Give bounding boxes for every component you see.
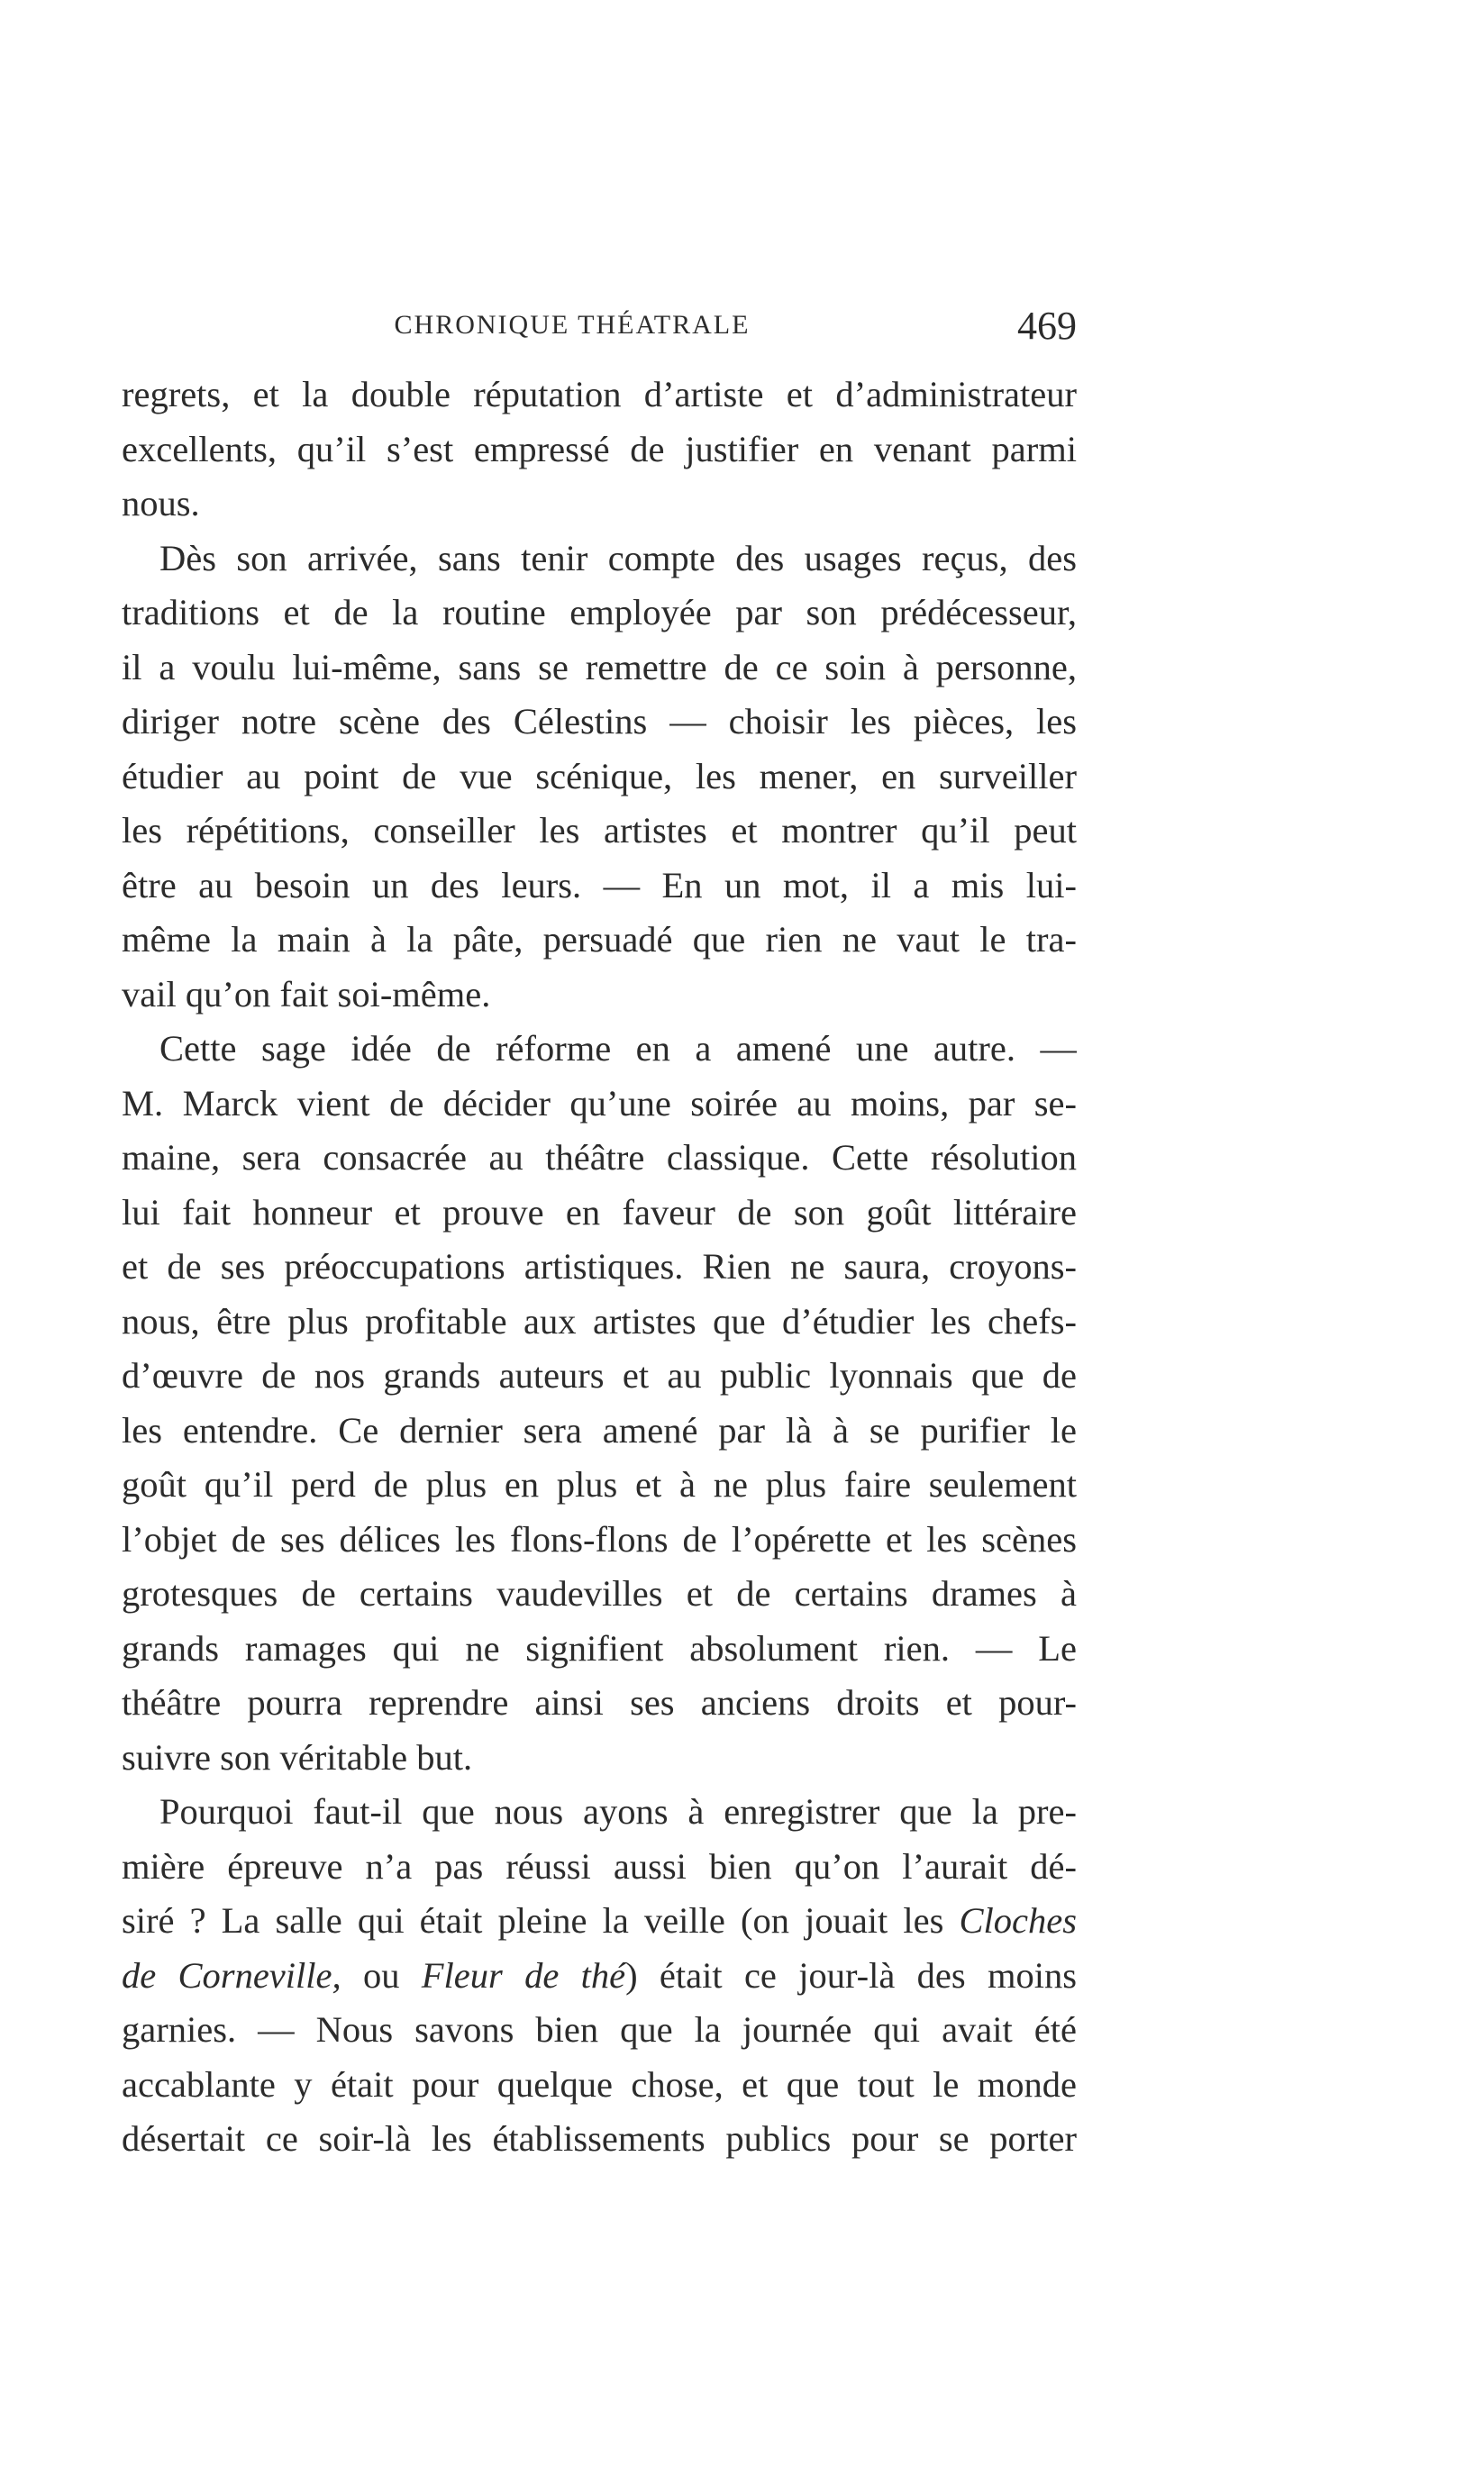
text-line: garnies. — Nous savons bien que la journée qui avait été bbox=[122, 2009, 1077, 2050]
text-line: l’objet de ses délices les flons-flons de l’opérette et les scènes bbox=[122, 1518, 1077, 1560]
text-line: diriger notre scène des Célestins — choisir les pièces, les bbox=[122, 701, 1077, 742]
text-segment: ou bbox=[341, 1954, 422, 1996]
running-title: CHRONIQUE THÉATRALE bbox=[394, 310, 751, 340]
text-line: les entendre. Ce dernier sera amené par là à se purifier le bbox=[122, 1409, 1077, 1451]
text-line: goût qu’il perd de plus en plus et à ne plus faire seulement bbox=[122, 1464, 1077, 1505]
text-line: excellents, qu’il s’est empressé de justifier en venant parmi bbox=[122, 428, 1077, 469]
text-line: grotesques de certains vaudevilles et de certains drames à bbox=[122, 1573, 1077, 1614]
text-line bbox=[122, 1949, 1077, 2004]
text-line: traditions et de la routine employée par son prédécesseur, bbox=[122, 592, 1077, 632]
text-line: lui fait honneur et prouve en faveur de son goût littéraire bbox=[122, 1191, 1077, 1233]
text-line: regrets, et la double réputation d’artiste et d’administrateur bbox=[122, 374, 1077, 414]
text-segment: ) était ce jour-là des moins bbox=[625, 1954, 1077, 1996]
text-line bbox=[122, 1894, 1077, 1949]
text-line: même la main à la pâte, persuadé que rien ne vaut le tra- bbox=[122, 919, 1077, 960]
text-line: Dès son arrivée, sans tenir compte des usages reçus, des bbox=[159, 537, 1077, 578]
text-line: M. Marck vient de décider qu’une soirée au moins, par se- bbox=[122, 1082, 1077, 1124]
italic-title: de Corneville, bbox=[122, 1954, 341, 1996]
text-line: vail qu’on fait soi-même. bbox=[122, 973, 491, 1015]
text-line: mière épreuve n’a pas réussi aussi bien qu’on l’aurait dé- bbox=[122, 1845, 1077, 1887]
text-line: nous, être plus profitable aux artistes que d’étudier les chefs- bbox=[122, 1300, 1077, 1342]
text-line: étudier au point de vue scénique, les mener, en surveiller bbox=[122, 755, 1077, 796]
text-line: être au besoin un des leurs. — En un mot, il a mis lui- bbox=[122, 864, 1077, 905]
page-number: 469 bbox=[1017, 304, 1077, 348]
text-line: il a voulu lui-même, sans se remettre de ce soin à personne, bbox=[122, 646, 1077, 687]
text-line: théâtre pourra reprendre ainsi ses anciens droits et pour- bbox=[122, 1682, 1077, 1723]
text-line: maine, sera consacrée au théâtre classique. Cette résolution bbox=[122, 1137, 1077, 1178]
text-segment: siré ? La salle qui était pleine la veille (on jouait les bbox=[122, 1900, 960, 1941]
text-line: suivre son véritable but. bbox=[122, 1736, 473, 1778]
text-line: d’œuvre de nos grands auteurs et au public lyonnais que de bbox=[122, 1355, 1077, 1396]
text-line: désertait ce soir-là les établissements publics pour se porter bbox=[122, 2118, 1077, 2159]
body-text bbox=[122, 368, 1077, 2167]
text-line: et de ses préoccupations artistiques. Rien ne saura, croyons- bbox=[122, 1246, 1077, 1287]
text-line: nous. bbox=[122, 483, 200, 523]
text-line: Pourquoi faut-il que nous ayons à enregistrer que la pre- bbox=[159, 1791, 1077, 1832]
running-header bbox=[122, 303, 1077, 357]
text-line: accablante y était pour quelque chose, et que tout le monde bbox=[122, 2063, 1077, 2105]
italic-title: Fleur de thé bbox=[421, 1954, 626, 1996]
text-line: les répétitions, conseiller les artistes et montrer qu’il peut bbox=[122, 810, 1077, 851]
text-line: grands ramages qui ne signifient absolument rien. — Le bbox=[122, 1627, 1077, 1669]
text-line: Cette sage idée de réforme en a amené une autre. — bbox=[159, 1028, 1077, 1069]
italic-title: Cloches bbox=[959, 1900, 1077, 1941]
